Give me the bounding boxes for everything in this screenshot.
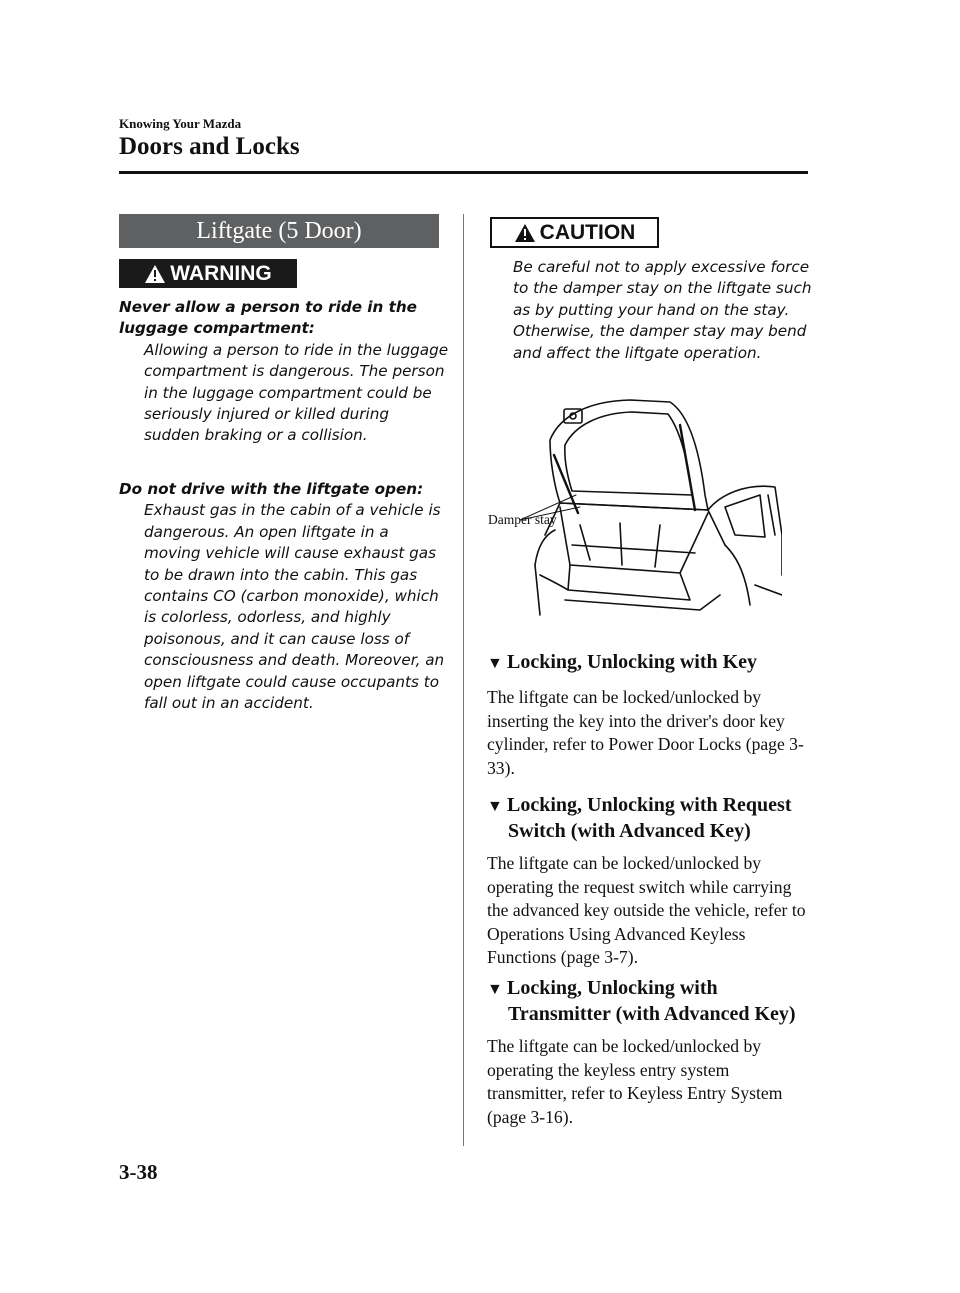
subsection-title-3 [487,976,813,1026]
warning-label [119,259,297,288]
warning-text-2: Exhaust gas in the cabin of a vehicle is dangerous. An open liftgate in a moving vehicle will cause exhaust gas to be drawn into the cabin. This gas contains CO (carbon monoxide), which is colorless, odorless, and highly poisonous, and it can cause loss of consciousness and death. Moreover, an open liftgate could cause occupants to fall out in an accident. [144,501,445,713]
subsection-title-2-line2: Switch (with Advanced Key) [508,820,751,842]
warning-block-1 [119,297,449,447]
warning-block-2 [119,479,449,714]
figure-label-damper-stay: Damper stay [488,512,557,527]
triangle-down-icon: ▼ [487,655,503,672]
liftgate-illustration [520,395,782,619]
subsection-title-1 [487,650,813,676]
subsection-title-3-line1: Locking, Unlocking with [507,977,718,999]
subsection-text-3: The liftgate can be locked/unlocked by operating the keyless entry system transmitter, refer to Keyless Entry System (page 3-16). [487,1036,783,1127]
warning-label-text: WARNING [170,261,272,285]
triangle-down-icon: ▼ [487,798,503,815]
subsection-title-2-line1: Locking, Unlocking with Request [507,794,792,816]
warning-heading-2: Do not drive with the liftgate open: [119,480,424,498]
warning-text-1: Allowing a person to ride in the luggage compartment is dangerous. The person in the luggage compartment could be seriously injured or killed during sudden braking or a collision. [144,340,449,445]
header-rule [119,171,808,174]
subsection-title-2 [487,793,813,843]
warning-triangle-icon [514,223,536,243]
subsection-text-2: The liftgate can be locked/unlocked by operating the request switch while carrying the advanced key outside the vehicle, refer to Operations Using Advanced Keyless Functions (page 3-7). [487,853,806,967]
running-header-chapter: Doors and Locks [119,133,300,160]
section-title [119,214,439,248]
column-divider [463,214,464,1146]
page-number: 3-38 [119,1160,158,1184]
running-header-section: Knowing Your Mazda [119,116,242,131]
subsection-title-3-line2: Transmitter (with Advanced Key) [508,1003,796,1025]
caution-text: Be careful not to apply excessive force to the damper stay on the liftgate such as by putting your hand on the stay. Otherwise, the damper stay may bend and affect the liftgate operation. [513,258,812,362]
subsection-title-1-line1: Locking, Unlocking with Key [507,651,758,673]
caution-label-text: CAUTION [539,220,636,244]
warning-heading-1: Never allow a person to ride in the luggage compartment: [119,298,417,338]
section-title-text: Liftgate (5 Door) [196,217,362,244]
caution-label [490,217,659,248]
triangle-down-icon: ▼ [487,981,503,998]
subsection-text-1: The liftgate can be locked/unlocked by inserting the key into the driver's door key cylinder, refer to Power Door Locks (page 3-33). [487,687,804,778]
warning-triangle-icon [144,264,166,284]
